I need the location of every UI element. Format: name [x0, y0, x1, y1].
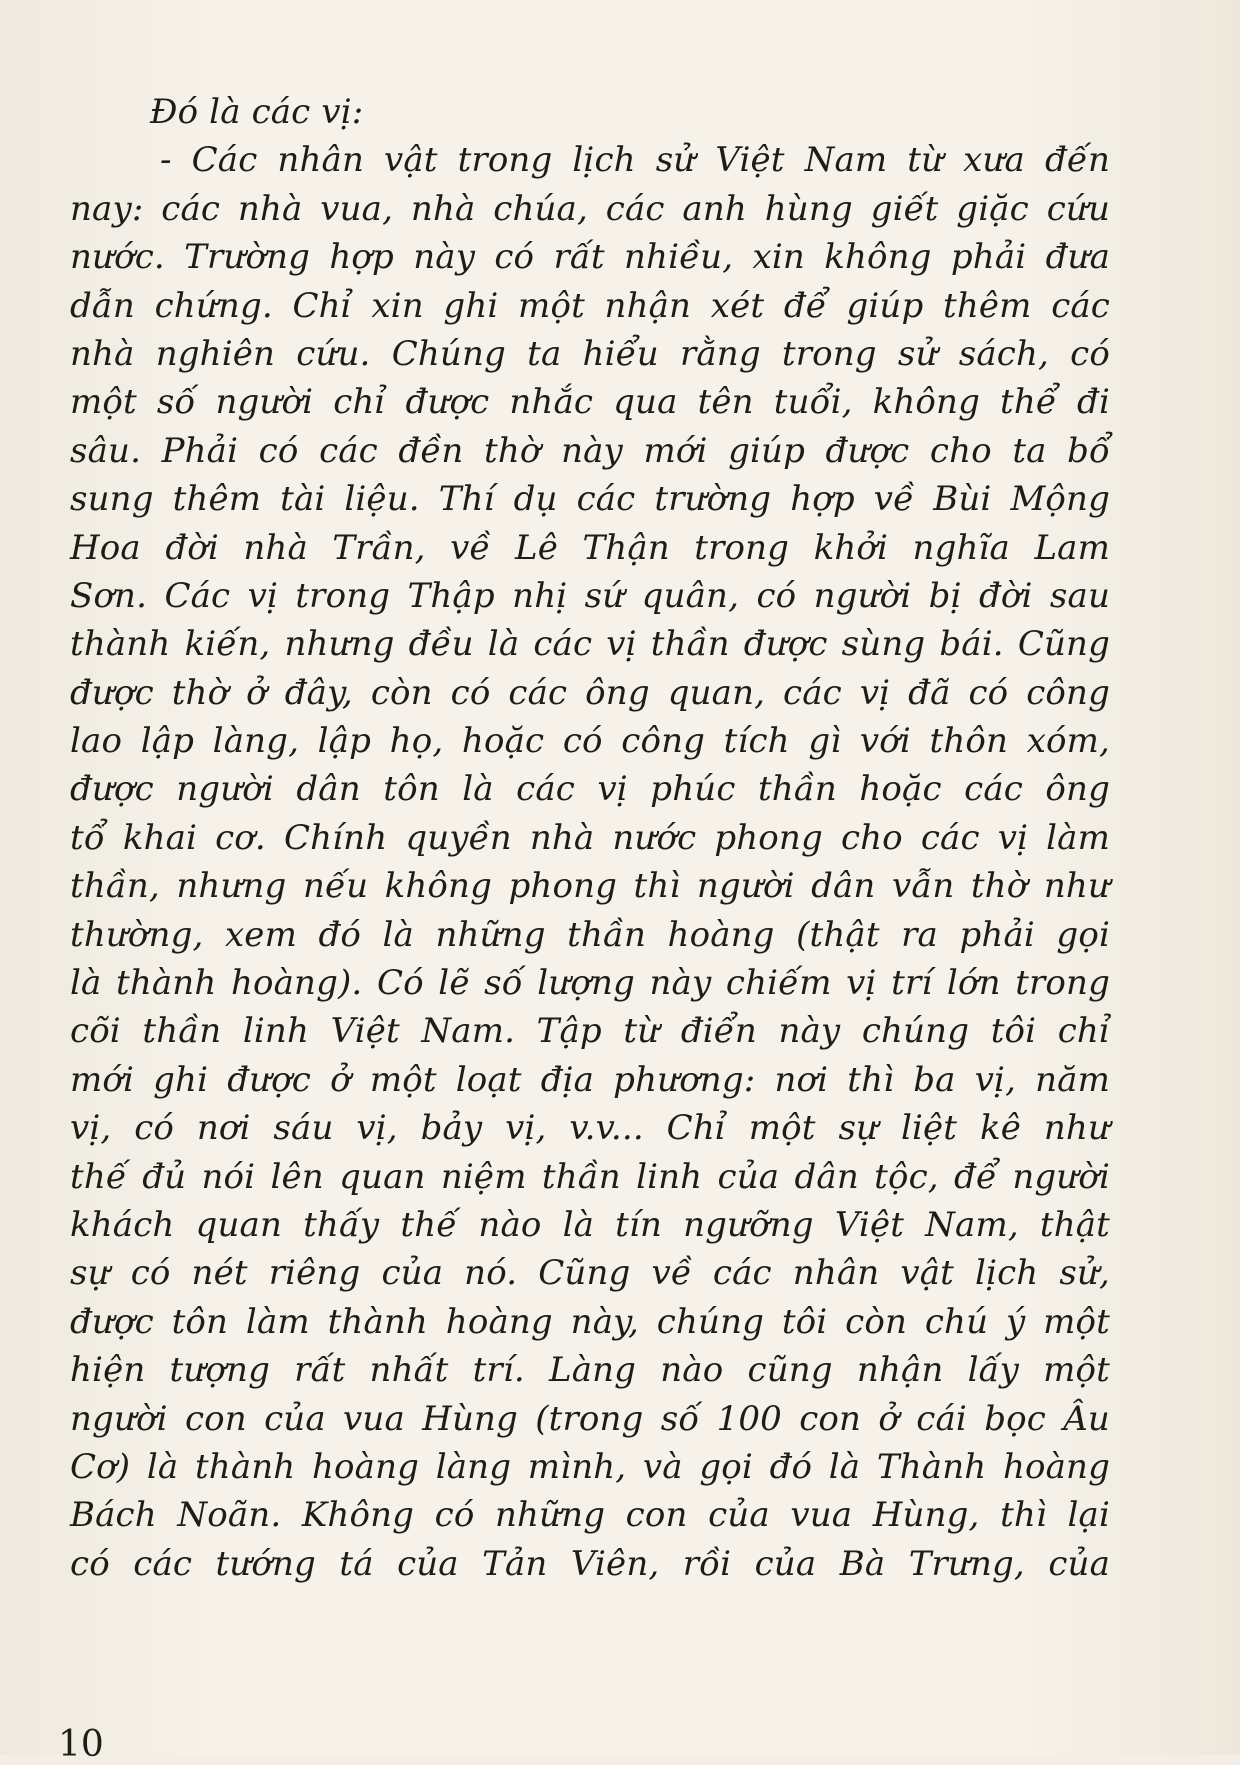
text-line: nhà nghiên cứu. Chúng ta hiểu rằng trong sử sách, có	[70, 333, 1110, 374]
text-line: Sơn. Các vị trong Thập nhị sứ quân, có người bị đời sau	[70, 575, 1110, 616]
text-line: lao lập làng, lập họ, hoặc có công tích gì với thôn xóm,	[70, 721, 1110, 762]
text-line: tổ khai cơ. Chính quyền nhà nước phong cho các vị làm	[70, 817, 1110, 858]
text-line: người con của vua Hùng (trong số 100 con ở cái bọc Âu	[70, 1398, 1110, 1439]
text-line: có các tướng tá của Tản Viên, rồi của Bà Trưng, của	[70, 1543, 1110, 1584]
text-line: thần, nhưng nếu không phong thì người dân vẫn thờ như	[70, 866, 1110, 907]
text-line: sung thêm tài liệu. Thí dụ các trường hợp về Bùi Mộng	[70, 479, 1110, 520]
text-line: thành kiến, nhưng đều là các vị thần được sùng bái. Cũng	[70, 624, 1110, 665]
text-line: hiện tượng rất nhất trí. Làng nào cũng nhận lấy một	[70, 1350, 1110, 1391]
text-line: được thờ ở đây, còn có các ông quan, các vị đã có công	[70, 672, 1110, 713]
text-line: mới ghi được ở một loạt địa phương: nơi thì ba vị, năm	[70, 1059, 1110, 1100]
text-line: khách quan thấy thế nào là tín ngưỡng Việt Nam, thật	[70, 1204, 1110, 1245]
text-line: được người dân tôn là các vị phúc thần hoặc các ông	[70, 769, 1110, 810]
text-line: vị, có nơi sáu vị, bảy vị, v.v... Chỉ một sự liệt kê như	[70, 1108, 1110, 1149]
text-line: - Các nhân vật trong lịch sử Việt Nam từ xưa đến	[160, 140, 1110, 181]
text-line: Hoa đời nhà Trần, về Lê Thận trong khởi nghĩa Lam	[70, 527, 1110, 568]
text-line: dẫn chứng. Chỉ xin ghi một nhận xét để giúp thêm các	[70, 285, 1110, 326]
text-line: sự có nét riêng của nó. Cũng về các nhân vật lịch sử,	[70, 1253, 1110, 1294]
text-line: Đó là các vị:	[150, 92, 364, 132]
text-line: thế đủ nói lên quan niệm thần linh của dân tộc, để người	[70, 1156, 1110, 1197]
text-line: sâu. Phải có các đền thờ này mới giúp được cho ta bổ	[70, 430, 1110, 471]
text-line: nước. Trường hợp này có rất nhiều, xin không phải đưa	[70, 237, 1110, 278]
text-line: một số người chỉ được nhắc qua tên tuổi, không thể đi	[70, 382, 1110, 423]
page-number: 10	[58, 1724, 104, 1765]
text-line: thường, xem đó là những thần hoàng (thật ra phải gọi	[70, 914, 1110, 955]
text-line: Cơ) là thành hoàng làng mình, và gọi đó là Thành hoàng	[70, 1446, 1110, 1487]
text-line: Bách Noãn. Không có những con của vua Hùng, thì lại	[70, 1495, 1110, 1536]
text-line: cõi thần linh Việt Nam. Tập từ điển này chúng tôi chỉ	[70, 1011, 1110, 1052]
body-text	[70, 88, 1110, 1588]
text-line: được tôn làm thành hoàng này, chúng tôi còn chú ý một	[70, 1301, 1110, 1342]
text-line: nay: các nhà vua, nhà chúa, các anh hùng giết giặc cứu	[70, 188, 1110, 229]
text-line: là thành hoàng). Có lẽ số lượng này chiếm vị trí lớn trong	[70, 963, 1110, 1004]
